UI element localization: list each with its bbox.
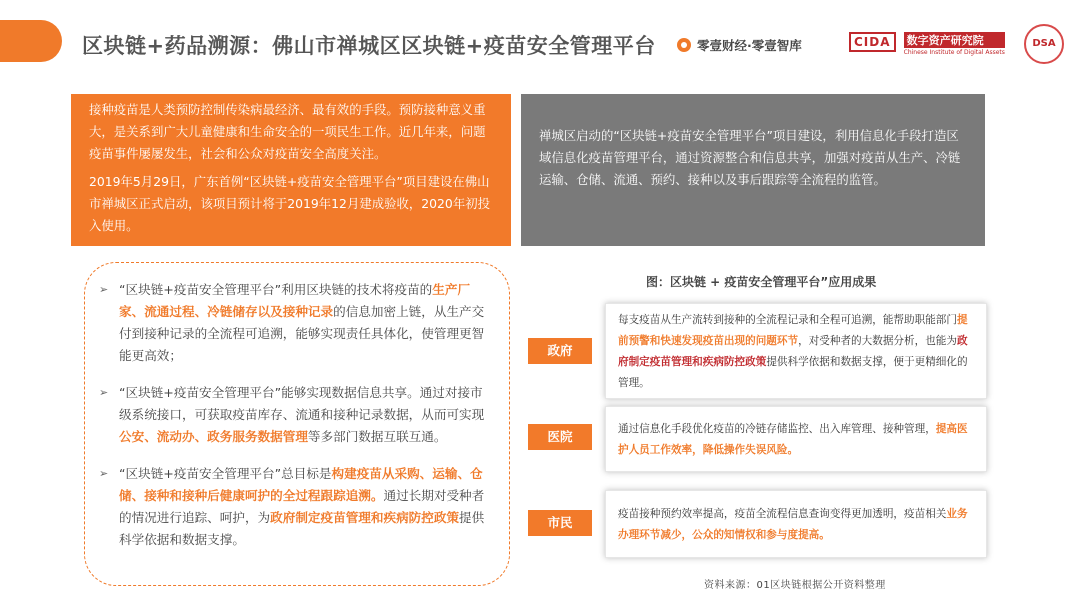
highlight-text: 提前预警和快速发现疫苗出现的问题环节 <box>618 314 968 347</box>
intro-right-text: 禅城区启动的“区块链+疫苗安全管理平台”项目建设，利用信息化手段打造区域信息化疫苗管理平台，通过资源整合和信息共享，加强对疫苗从生产、冷链运输、仓储、流通、预约、接种以及事后跟踪等全流程的监管。 <box>539 128 961 187</box>
source-note: 资料来源：01区块链根据公开资料整理 <box>704 580 886 591</box>
highlight-text: 政府制定疫苗管理和疾病防控政策 <box>618 335 968 368</box>
list-item: ➢ “区块链+疫苗安全管理平台”利用区块链的技术将疫苗的生产厂家、流通过程、冷链储存以及接种记录的信息加密上链，从生产交付到接种记录的全流程可追溯，能够实现责任具体化，使管理更智能更高效； <box>99 279 485 367</box>
cida-logo <box>849 32 1005 56</box>
figure-title: 图：区块链 + 疫苗安全管理平台”应用成果 <box>646 275 877 289</box>
intro-right-box <box>521 94 985 246</box>
highlight-text: 政府制定疫苗管理和疾病防控政策 <box>270 510 460 525</box>
highlight-text: 业务办理环节减少，公众的知情权和参与度提高。 <box>618 508 968 541</box>
result-card-citizen: 疫苗接种预约效率提高，疫苗全流程信息查询变得更加透明，疫苗相关业务办理环节减少，公众的知情权和参与度提高。 <box>605 490 987 558</box>
intro-left-para2: 2019年5月29日，广东首例“区块链+疫苗安全管理平台”项目建设在佛山市禅城区正式启动，该项目预计将于2019年12月建成验收，2020年初投入使用。 <box>89 174 490 233</box>
arrow-bullet-icon: ➢ <box>99 283 109 296</box>
dsa-seal-logo: DSA <box>1024 24 1064 64</box>
highlight-text: 提高医护人员工作效率，降低操作失误风险。 <box>618 423 968 456</box>
lingyi-logo-icon <box>677 38 691 52</box>
cida-name-en: Chinese Institute of Digital Assets <box>903 49 1005 56</box>
result-card-hospital: 通过信息化手段优化疫苗的冷链存储监控、出入库管理、接种管理，提高医护人员工作效率，降低操作失误风险。 <box>605 406 987 472</box>
highlight-text: 构建疫苗从采购、运输、仓储、接种和接种后健康呵护的全过程跟踪追溯。 <box>119 466 483 503</box>
result-card-government: 每支疫苗从生产流转到接种的全流程记录和全程可追溯，能帮助职能部门提前预警和快速发现疫苗出现的问题环节，对受种者的大数据分析，也能为政府制定疫苗管理和疾病防控政策提供科学依据和数据支撑，便于更精细化的管理。 <box>605 303 987 399</box>
arrow-bullet-icon: ➢ <box>99 467 109 480</box>
intro-left-box <box>71 94 511 246</box>
intro-left-para1: 接种疫苗是人类预防控制传染病最经济、最有效的手段。预防接种意义重大，是关系到广大儿童健康和生命安全的一项民生工作。近几年来，问题疫苗事件屡屡发生，社会和公众对疫苗安全高度关注。 <box>89 102 486 161</box>
category-label-government: 政府 <box>528 338 592 364</box>
arrow-bullet-icon: ➢ <box>99 386 109 399</box>
cida-name-cn: 数字资产研究院 <box>904 32 1005 48</box>
cida-mark: CIDA <box>849 32 896 52</box>
category-label-hospital: 医院 <box>528 424 592 450</box>
lingyi-logo: 零壹财经·零壹智库 <box>677 36 802 54</box>
category-label-citizen: 市民 <box>528 510 592 536</box>
list-item: ➢ “区块链+疫苗安全管理平台”能够实现数据信息共享。通过对接市级系统接口，可获取疫苗库存、流通和接种记录数据，从而可实现公安、流动办、政务服务数据管理等多部门数据互联互通。 <box>99 382 485 448</box>
highlight-text: 公安、流动办、政务服务数据管理 <box>119 429 308 444</box>
bullet-list <box>84 262 510 586</box>
highlight-text: 生产厂家、流通过程、冷链储存以及接种记录 <box>119 282 471 319</box>
accent-tab <box>0 20 62 62</box>
list-item: ➢ “区块链+疫苗安全管理平台”总目标是构建疫苗从采购、运输、仓储、接种和接种后健康呵护的全过程跟踪追溯。通过长期对受种者的情况进行追踪、呵护，为政府制定疫苗管理和疾病防控政策提供科学依据和数据支撑。 <box>99 463 485 551</box>
page-title: 区块链+药品溯源：佛山市禅城区区块链+疫苗安全管理平台 <box>82 34 656 58</box>
